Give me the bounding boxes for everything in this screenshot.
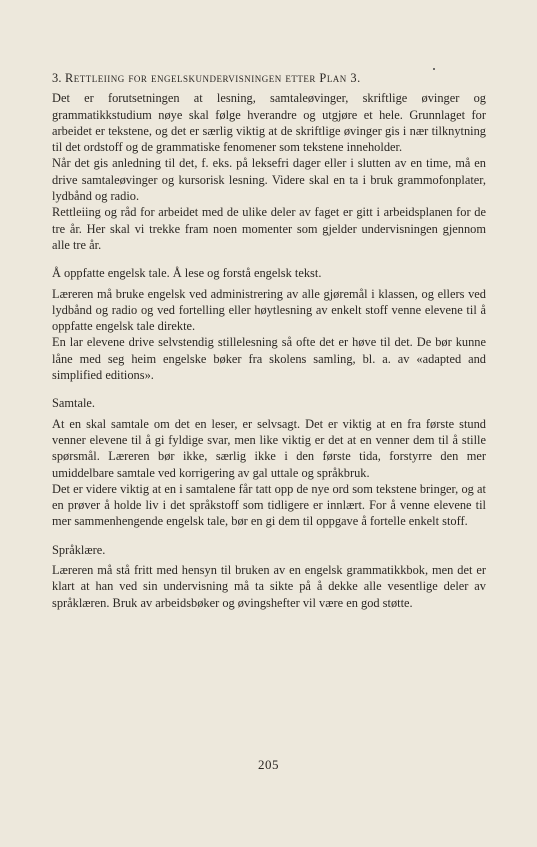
samtale-paragraph-2: Det er videre viktig at en i samtalene får tatt opp de nye ord som tekstene bringer, og at en prøver å holde liv i det språkstoff som tidligere er innlært. For å venne elevene til mer sammenhengende engelsk tale, bør en gi dem til oppgave å fortelle enkelt stoff.	[52, 481, 486, 529]
subheading-spraklaere: Språklære.	[52, 542, 106, 557]
spraklaere-paragraph-1: Læreren må stå fritt med hensyn til bruken av en engelsk grammatikkbok, men det er klart at han ved sin undervisning må ta sikte på å dekke alle vesentlige deler av språklæren. Bruk av arbeidsbøker og øvingshefter vil være en god støtte.	[52, 563, 486, 610]
heading-number: 3.	[52, 71, 62, 85]
oppfatte-paragraph-2: En lar elevene drive selvstendig stillelesning så ofte det er høve til det. De bør kunne låne med seg heim engelske bøker fra skolens samling, bl. a. av «adapted and simplified editions».	[52, 335, 486, 383]
samtale-paragraph-1: At en skal samtale om det en leser, er selvsagt. Det er viktig at en fra første stund venner elevene til å gi fyldige svar, men like viktig er det at en venner dem til å stille spørsmål. Læreren bør ikke, særlig ikke i den første tida, forstyrre den mer umiddelbare samtale ved korrigering av gal uttale og språkbruk.	[52, 416, 486, 480]
section-heading	[52, 70, 486, 86]
heading-title: Rettleiing for engelskundervisningen etter Plan 3.	[65, 71, 361, 85]
intro-paragraph-2: Når det gis anledning til det, f. eks. på leksefri dager eller i slutten av en time, må en drive samtaleøvinger og kursorisk lesning. Videre skal en ta i bruk grammofonplater, lydbånd og radio.	[52, 156, 486, 204]
subheading-oppfatte: Å oppfatte engelsk tale. Å lese og forstå engelsk tekst.	[52, 266, 322, 281]
page-body	[52, 70, 486, 611]
subheading-samtale: Samtale.	[52, 396, 96, 411]
oppfatte-paragraph-1: Læreren må bruke engelsk ved administrering av alle gjøremål i klassen, og ellers ved lydbånd og radio og ved fortelling eller høytlesning av enkelt stoff venne elevene til å oppfatte engelsk tale direkte.	[52, 286, 486, 334]
intro-paragraph-3: Rettleiing og råd for arbeidet med de ulike deler av faget er gitt i arbeidsplanen for de tre år. Her skal vi trekke fram noen momenter som gjelder undervisningen gjennom alle tre år.	[52, 205, 486, 252]
intro-paragraph-1: Det er forutsetningen at lesning, samtaleøvinger, skriftlige øvinger og grammatikkstudium nøye skal følge hverandre og utgjøre et hele. Grunnlaget for arbeidet er tekstene, og det er særlig viktig at de skriftlige øvinger gis i nær tilknytning til det ordstoff og de grammatiske fenomener som tekstene inneholder.	[52, 91, 486, 155]
page-number: 205	[258, 757, 279, 772]
